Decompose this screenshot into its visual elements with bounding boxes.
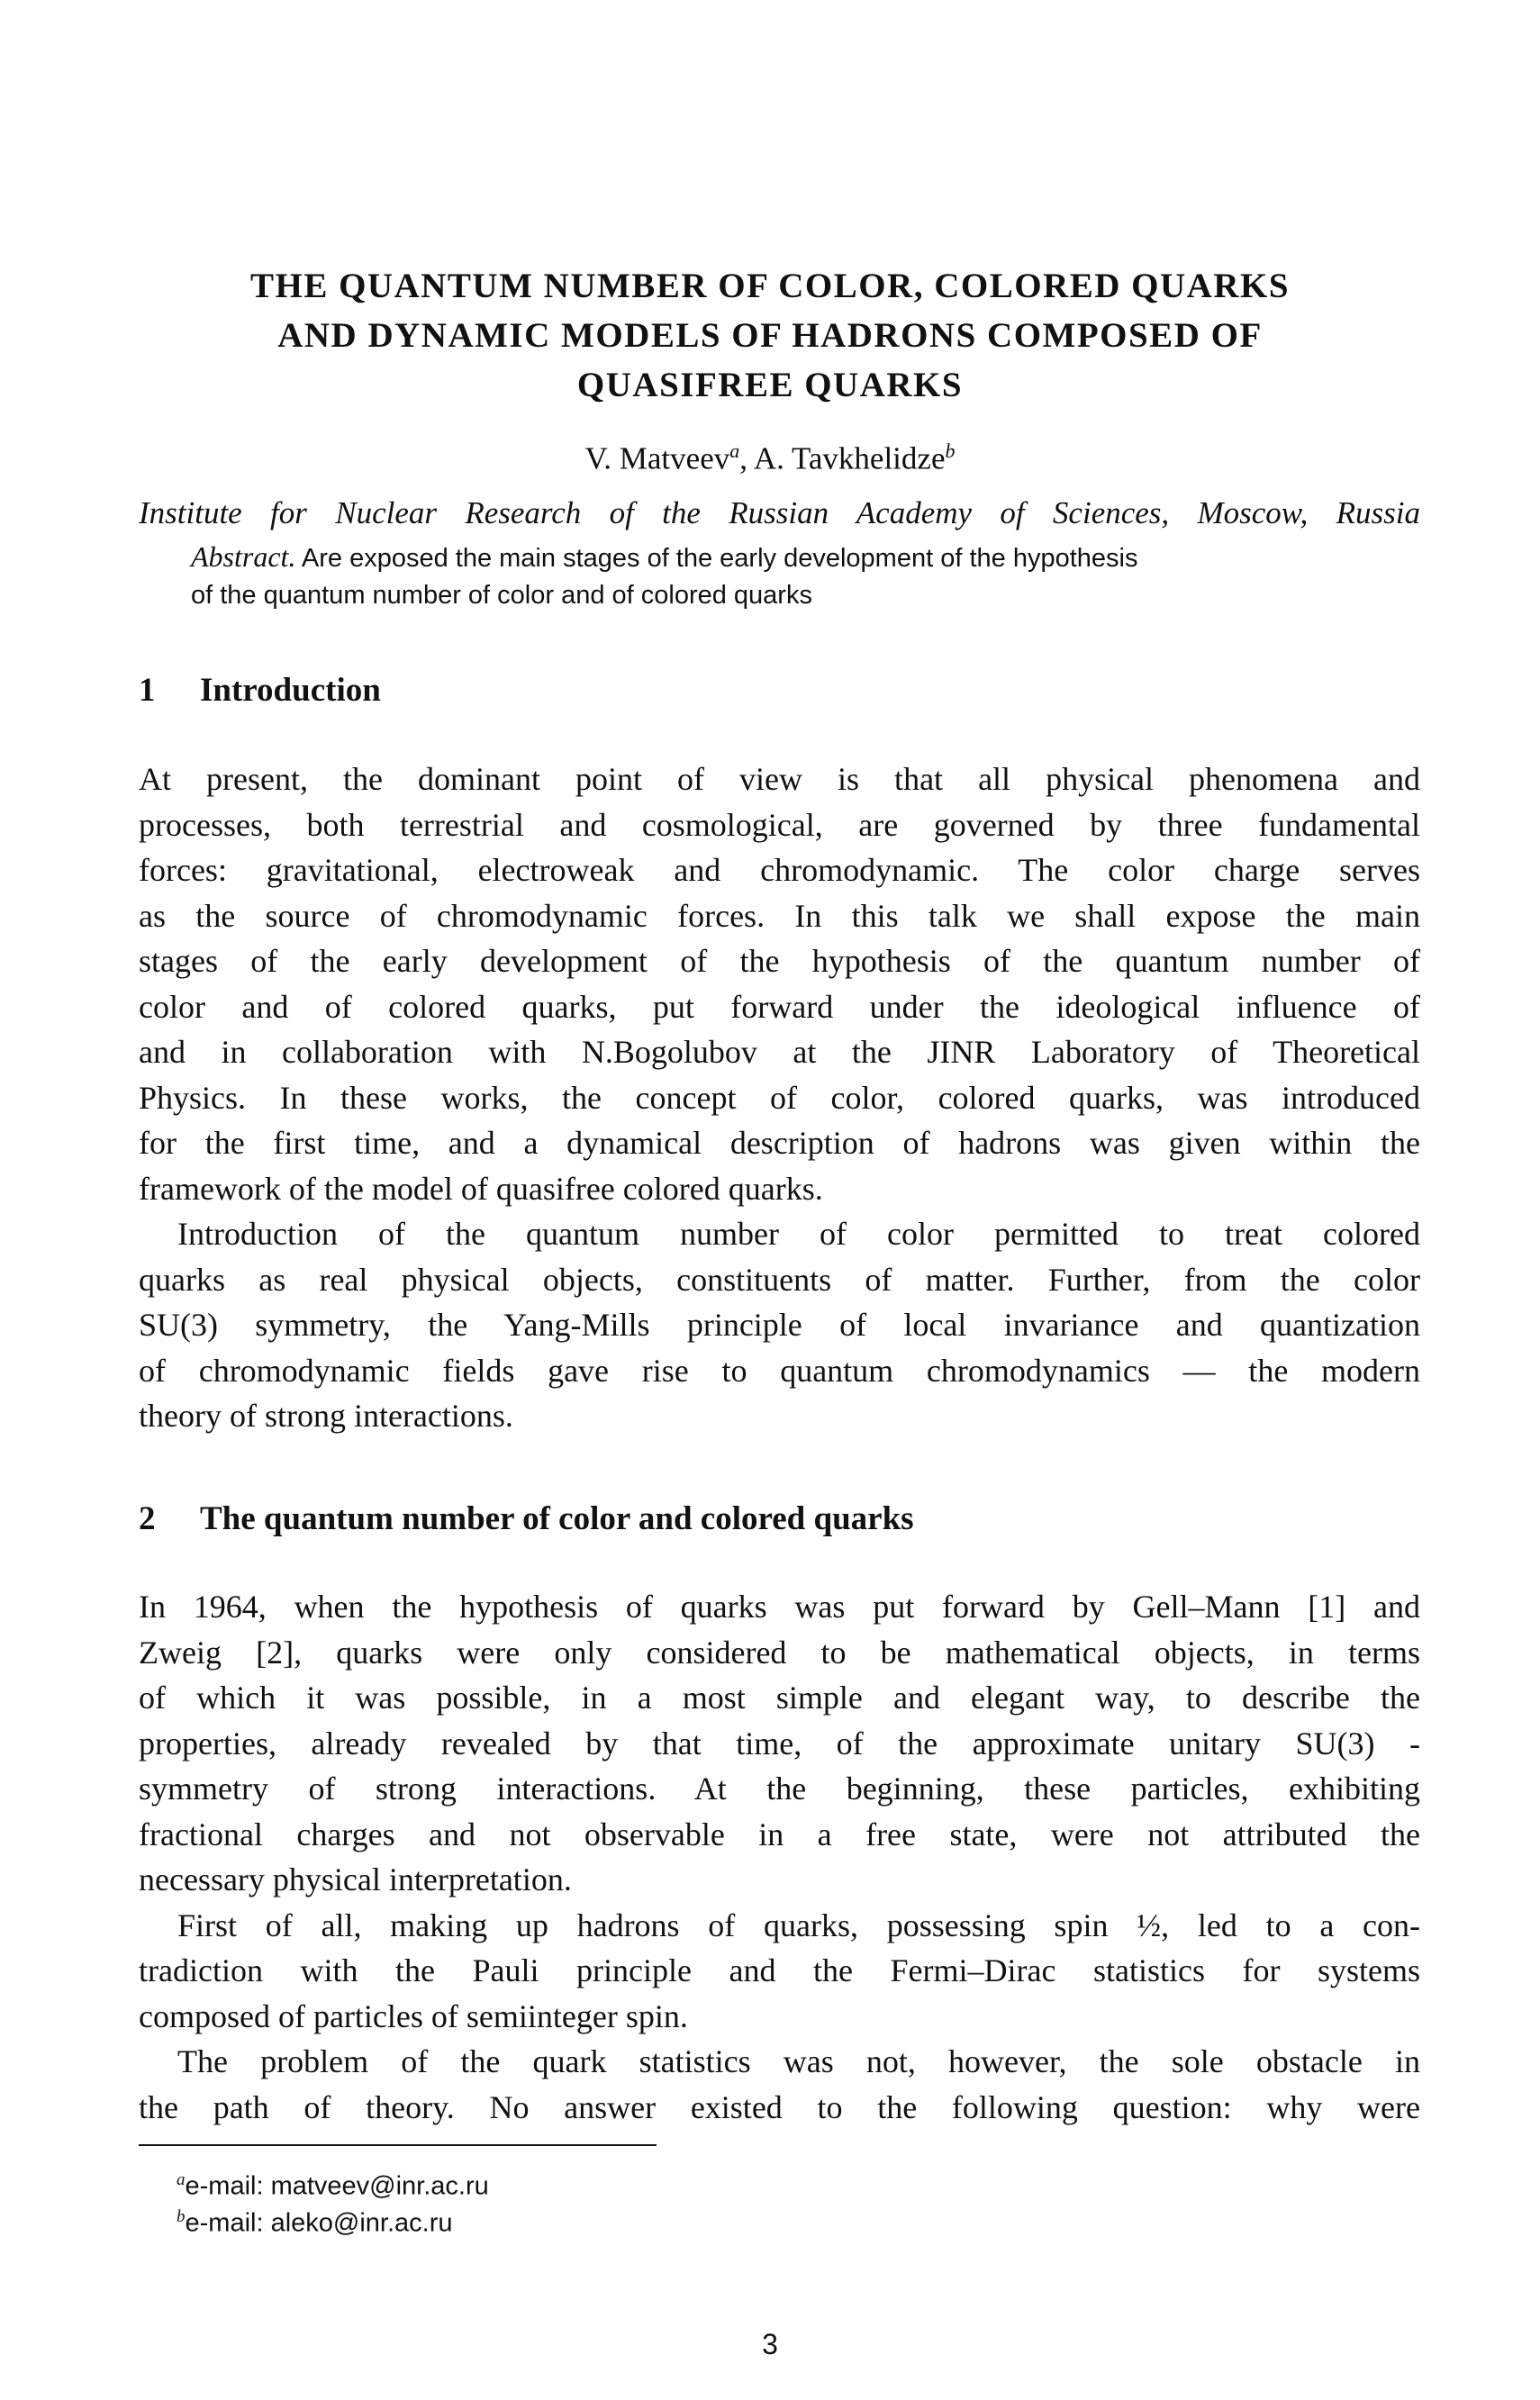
- footnote-rule: [139, 2144, 657, 2146]
- abstract: [191, 539, 1362, 614]
- text-line: The problem of the quark statistics was not, however, the sole obstacle in: [177, 2043, 1420, 2079]
- section-number: 2: [139, 1500, 156, 1537]
- text-line: as the source of chromodynamic forces. In this talk we shall expose the main: [139, 897, 1420, 934]
- author-separator: ,: [739, 440, 754, 476]
- text-line: fractional charges and not observable in a free state, were not attributed the: [139, 1816, 1420, 1852]
- text-line: necessary physical interpretation.: [139, 1861, 572, 1897]
- footnote-text: e-mail: matveev@inr.ac.ru: [185, 2171, 489, 2201]
- title-line: QUASIFREE QUARKS: [576, 366, 964, 404]
- abstract-label: Abstract.: [191, 540, 296, 573]
- text-line: Introduction of the quantum number of color permitted to treat colored: [177, 1216, 1420, 1252]
- text-line: of which it was possible, in a most simple and elegant way, to describe the: [139, 1680, 1420, 1716]
- text-line: of chromodynamic fields gave rise to quantum chromodynamics — the modern: [139, 1352, 1420, 1389]
- text-line: symmetry of strong interactions. At the beginning, these particles, exhibiting: [139, 1771, 1420, 1807]
- text-line: for the first time, and a dynamical description of hadrons was given within the: [139, 1125, 1420, 1161]
- text-line: forces: gravitational, electroweak and chromodynamic. The color charge serves: [139, 852, 1420, 888]
- text-line: and in collaboration with N.Bogolubov at the JINR Laboratory of Theoretical: [139, 1034, 1420, 1070]
- section-title: Introduction: [200, 672, 381, 709]
- section-title: The quantum number of color and colored quarks: [200, 1500, 914, 1537]
- paragraph: [139, 1211, 1420, 1439]
- abstract-text: of the quantum number of color and of colored quarks: [191, 581, 812, 610]
- title-line: AND DYNAMIC MODELS OF HADRONS COMPOSED OF: [277, 316, 1263, 355]
- footnote-text: e-mail: aleko@inr.ac.ru: [185, 2208, 453, 2238]
- footnote: [177, 2198, 453, 2242]
- text-line: Physics. In these works, the concept of color, colored quarks, was introduced: [139, 1079, 1420, 1116]
- affiliation-mark: b: [945, 439, 956, 462]
- section-number: 1: [139, 672, 156, 709]
- abstract-text: Are exposed the main stages of the early development of the hypothesis: [295, 544, 1138, 573]
- section-body: [139, 756, 1420, 1439]
- text-line: theory of strong interactions.: [139, 1398, 513, 1434]
- text-line: tradiction with the Pauli principle and the Fermi–Dirac statistics for systems: [139, 1952, 1420, 1988]
- text-line: color and of colored quarks, put forward under the ideological influence of: [139, 988, 1420, 1025]
- section-body: [139, 1584, 1420, 2130]
- paragraph: [139, 2039, 1420, 2130]
- page-number: 3: [762, 2328, 778, 2360]
- text-line: stages of the early development of the hypothesis of the quantum number of: [139, 943, 1420, 979]
- text-line: the path of theory. No answer existed to the following question: why were: [139, 2088, 1420, 2125]
- text-line: At present, the dominant point of view is that all physical phenomena and: [139, 761, 1420, 797]
- institution: Institute for Nuclear Research of the Russian Academy of Sciences, Moscow, Russia: [139, 495, 1420, 530]
- author-name: A. Tavkhelidze: [753, 440, 946, 476]
- title-line: THE QUANTUM NUMBER OF COLOR, COLORED QUARKS: [249, 267, 1291, 305]
- authors: [0, 439, 1540, 477]
- footnote-mark: a: [177, 2170, 186, 2189]
- text-line: processes, both terrestrial and cosmological, are governed by three fundamental: [139, 806, 1420, 843]
- paragraph: [139, 1903, 1420, 2040]
- text-line: framework of the model of quasifree colored quarks.: [139, 1170, 823, 1207]
- footnote-mark: b: [177, 2207, 186, 2226]
- paragraph: [139, 756, 1420, 1211]
- paper-title: [0, 261, 1540, 410]
- text-line: properties, already revealed by that time, of the approximate unitary SU(3) -: [139, 1725, 1420, 1762]
- text-line: SU(3) symmetry, the Yang-Mills principle of local invariance and quantization: [139, 1307, 1420, 1343]
- section-heading: [139, 1499, 914, 1538]
- section-heading: [139, 671, 381, 710]
- text-line: composed of particles of semiinteger spin.: [139, 1997, 688, 2034]
- text-line: quarks as real physical objects, constituents of matter. Further, from the color: [139, 1261, 1420, 1298]
- paragraph: [139, 1584, 1420, 1903]
- author-name: V. Matveev: [584, 440, 730, 476]
- affiliation-mark: a: [729, 439, 740, 462]
- text-line: In 1964, when the hypothesis of quarks was put forward by Gell–Mann [1] and: [139, 1589, 1420, 1625]
- text-line: Zweig [2], quarks were only considered to be mathematical objects, in terms: [139, 1634, 1420, 1671]
- text-line: First of all, making up hadrons of quarks, possessing spin ½, led to a con-: [177, 1906, 1420, 1943]
